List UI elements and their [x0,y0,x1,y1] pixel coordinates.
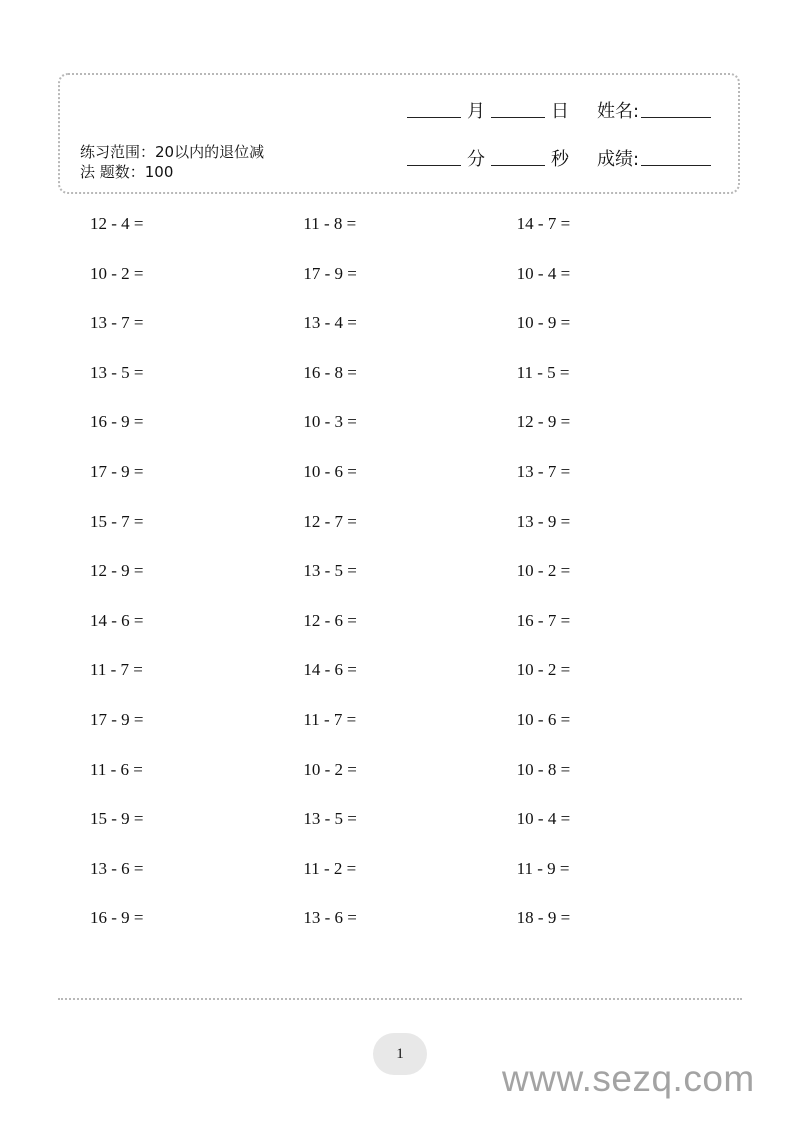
second-blank[interactable] [491,165,545,166]
day-label: 日 [551,101,569,122]
footer-divider [58,998,742,1000]
problem-item: 17 - 9 = [90,461,144,481]
problem-row [90,855,730,905]
time-score-row [407,147,711,171]
problem-row [90,508,730,558]
problem-item: 12 - 9 = [90,561,144,581]
score-blank[interactable] [641,165,711,166]
problem-item: 13 - 7 = [516,461,571,481]
problem-item: 13 - 6 = [90,858,144,878]
problem-item: 10 - 4 = [516,263,571,283]
problem-row [90,805,730,855]
problem-row [90,656,730,706]
problem-item: 12 - 6 = [303,610,357,630]
problem-item: 13 - 7 = [90,313,144,333]
problem-item: 17 - 9 = [90,709,144,729]
problem-item: 10 - 2 = [516,660,571,680]
problem-item: 14 - 6 = [303,660,357,680]
problem-item: 11 - 5 = [516,362,570,382]
problem-item: 13 - 9 = [516,511,571,531]
name-label: 姓名: [597,101,640,122]
minute-blank[interactable] [407,165,461,166]
problem-item: 16 - 9 = [90,412,144,432]
page-number-text: 1 [396,1045,404,1062]
problem-item: 10 - 6 = [303,461,357,481]
problem-row [90,210,730,260]
problem-item: 11 - 9 = [516,858,570,878]
problem-item: 16 - 7 = [516,610,571,630]
problem-item: 10 - 2 = [516,561,571,581]
month-blank[interactable] [407,117,461,118]
problem-row [90,706,730,756]
scope-line-2: 法 题数：100 [80,163,174,181]
practice-scope [80,142,290,182]
problem-item: 14 - 7 = [516,214,571,233]
second-label: 秒 [551,149,569,170]
problem-row [90,458,730,508]
scope-line-1: 练习范围：20以内的退位减 [80,143,265,161]
page-number [373,1033,427,1075]
problem-item: 13 - 5 = [303,561,357,581]
problem-item: 13 - 5 = [303,809,357,829]
problem-item: 13 - 4 = [303,313,357,333]
month-label: 月 [467,101,485,122]
problem-item: 16 - 9 = [90,908,144,928]
name-blank[interactable] [641,117,711,118]
problem-row [90,359,730,409]
problem-item: 12 - 9 = [516,412,571,432]
problem-row [90,557,730,607]
score-label: 成绩: [597,149,640,170]
problem-item: 11 - 2 = [303,858,357,878]
problem-grid [90,210,730,954]
problem-item: 17 - 9 = [303,263,357,283]
problem-item: 15 - 7 = [90,511,144,531]
problem-row [90,260,730,310]
problem-item: 15 - 9 = [90,809,144,829]
problem-item: 18 - 9 = [516,908,571,928]
date-name-row [407,99,711,123]
problem-item: 10 - 8 = [516,759,571,779]
problem-item: 11 - 8 = [303,214,357,233]
problem-item: 10 - 3 = [303,412,357,432]
problem-item: 12 - 4 = [90,214,144,233]
problem-item: 10 - 9 = [516,313,571,333]
problem-row [90,309,730,359]
day-blank[interactable] [491,117,545,118]
problem-item: 10 - 6 = [516,709,571,729]
problem-item: 10 - 4 = [516,809,571,829]
problem-item: 14 - 6 = [90,610,144,630]
problem-row [90,408,730,458]
problem-item: 12 - 7 = [303,511,357,531]
problem-item: 10 - 2 = [303,759,357,779]
problem-item: 16 - 8 = [303,362,357,382]
minute-label: 分 [467,149,485,170]
problem-item: 10 - 2 = [90,263,144,283]
problem-item: 11 - 7 = [303,709,357,729]
problem-item: 11 - 6 = [90,759,143,779]
problem-row [90,607,730,657]
problem-item: 11 - 7 = [90,660,143,680]
problem-item: 13 - 5 = [90,362,144,382]
problem-row [90,904,730,954]
problem-row [90,756,730,806]
problem-item: 13 - 6 = [303,908,357,928]
watermark: www.sezq.com [502,1058,755,1099]
